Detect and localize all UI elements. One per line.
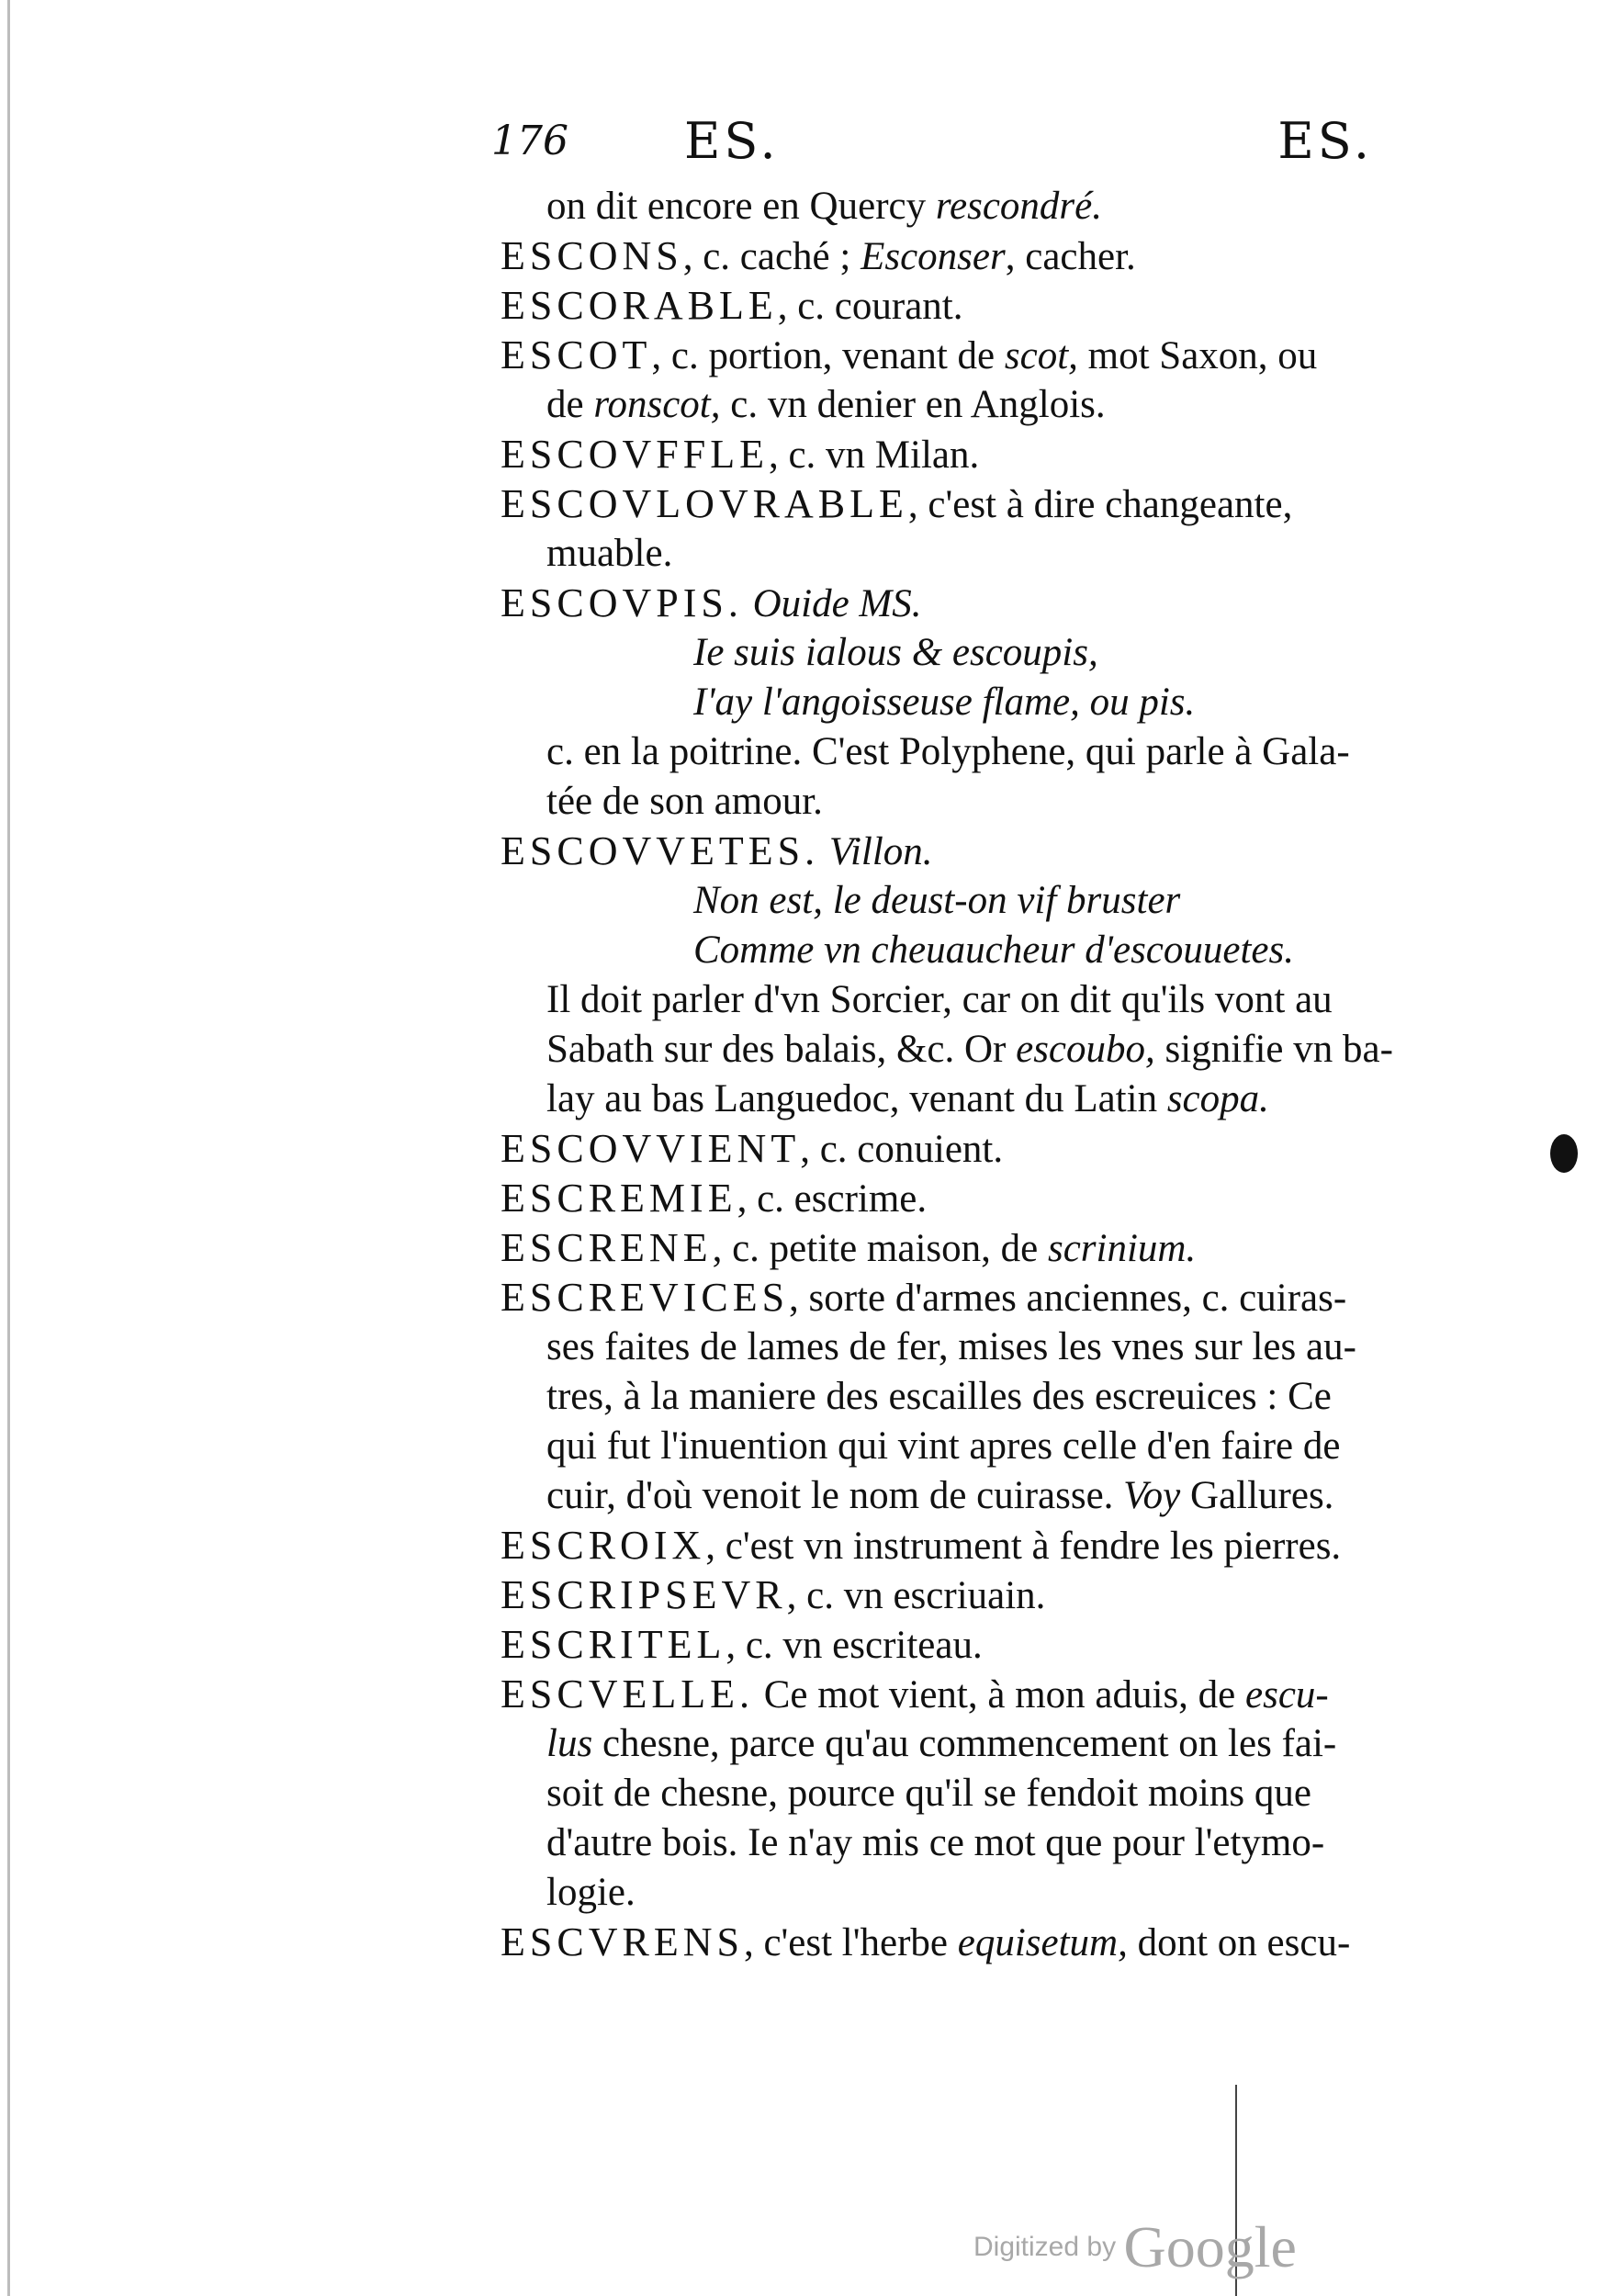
- text-segment: Il doit parler d'vn Sorcier, car on dit qu'ils vont au: [546, 978, 1333, 1021]
- entry-line: [491, 579, 1520, 628]
- headword: ESCOT: [501, 332, 652, 377]
- italic-text: equisetum,: [957, 1921, 1128, 1964]
- italic-text: Esconser: [861, 235, 1006, 278]
- page-header: [491, 112, 1373, 176]
- headword: ESCVRENS: [501, 1919, 744, 1964]
- text-segment: Ce mot vient, à mon aduis, de: [753, 1673, 1246, 1716]
- italic-text: scrinium.: [1047, 1227, 1197, 1270]
- text-segment: , c'est l'herbe: [743, 1921, 958, 1964]
- italic-text: ronscot,: [593, 383, 721, 426]
- ink-blot: [1550, 1134, 1578, 1173]
- text-line: [491, 1372, 1520, 1422]
- text-line: [491, 1471, 1520, 1521]
- text-segment: , c'est à dire changeante,: [907, 483, 1293, 526]
- digitized-by-label: Digitized by: [973, 2232, 1117, 2262]
- text-segment: de: [546, 383, 594, 426]
- text-line: [491, 1075, 1520, 1124]
- text-segment: Gallures.: [1180, 1474, 1334, 1517]
- headword: ESCONS: [501, 233, 683, 278]
- text-segment: , c. escrime.: [737, 1177, 928, 1221]
- digitized-watermark: [973, 2213, 1297, 2281]
- headword: ESCROIX: [501, 1523, 706, 1568]
- text-segment: , c. conuient.: [800, 1128, 1004, 1171]
- italic-text: Villon.: [828, 830, 933, 873]
- entry-line: [491, 1570, 1520, 1620]
- quote-line: [491, 926, 1520, 975]
- headword: ESCRENE: [501, 1225, 713, 1270]
- entry-line: [491, 1670, 1520, 1719]
- text-segment: Non est, le deust-on vif bruster: [693, 879, 1181, 922]
- text-segment: on dit encore en Quercy: [546, 185, 936, 228]
- entry-line: [491, 231, 1520, 281]
- headword: ESCREMIE: [501, 1176, 737, 1221]
- headword: ESCOVVIENT: [501, 1126, 801, 1171]
- text-line: [491, 975, 1520, 1025]
- text-segment: Sabath sur des balais, &c. Or: [546, 1028, 1017, 1071]
- text-line: [491, 1322, 1520, 1372]
- text-segment: , c'est vn instrument à fendre les pierres.: [705, 1525, 1342, 1568]
- text-line: [491, 529, 1520, 579]
- entry-line: [491, 1273, 1520, 1322]
- entry-line: [491, 1620, 1520, 1670]
- text-segment: Ie suis ialous & escoupis,: [693, 631, 1098, 674]
- entry-line: [491, 1521, 1520, 1570]
- headword: ESCRIPSEVR: [501, 1572, 787, 1617]
- headword: ESCORABLE: [501, 283, 778, 328]
- entry-line: [491, 1223, 1520, 1273]
- text-segment: Comme vn cheuaucheur d'escouuetes.: [693, 929, 1294, 972]
- dictionary-entries: [491, 182, 1520, 1967]
- text-line: [491, 777, 1520, 827]
- text-segment: logie.: [546, 1871, 636, 1914]
- google-logo: Google: [1123, 2214, 1297, 2279]
- text-line: [491, 727, 1520, 777]
- text-segment: chesne, parce qu'au commencement on les fai-: [592, 1722, 1337, 1765]
- text-segment: , c. vn escriuain.: [786, 1574, 1046, 1617]
- text-segment: dont on escu-: [1127, 1921, 1351, 1964]
- italic-text: scot,: [1004, 334, 1078, 377]
- text-segment: ses faites de lames de fer, mises les vnes sur les au-: [546, 1325, 1356, 1368]
- entry-line: [491, 1918, 1520, 1967]
- text-line: [491, 1868, 1520, 1918]
- text-segment: , c. portion, venant de: [651, 334, 1005, 377]
- italic-text: escu-: [1245, 1673, 1329, 1716]
- text-segment: cuir, d'où venoit le nom de cuirasse.: [546, 1474, 1124, 1517]
- quote-line: [491, 628, 1520, 678]
- text-line: [491, 1422, 1520, 1471]
- text-segment: tres, à la maniere des escailles des escreuices : Ce: [546, 1375, 1332, 1418]
- headword: ESCREVICES: [501, 1275, 790, 1320]
- text-line: [491, 1719, 1520, 1769]
- headword: ESCRITEL: [501, 1622, 726, 1667]
- text-line: [491, 1818, 1520, 1868]
- entry-line: [491, 331, 1520, 380]
- text-segment: soit de chesne, pource qu'il se fendoit moins que: [546, 1772, 1311, 1815]
- headword: ESCOVPIS.: [501, 580, 743, 625]
- text-segment: lay au bas Languedoc, venant du Latin: [546, 1077, 1167, 1120]
- text-segment: , c. caché ;: [682, 235, 861, 278]
- text-line: [491, 1025, 1520, 1075]
- quote-line: [491, 678, 1520, 727]
- italic-text: rescondré.: [935, 185, 1102, 228]
- running-head-right: ES.: [1277, 112, 1373, 170]
- text-segment: muable.: [546, 532, 673, 575]
- italic-text: escoubo,: [1016, 1028, 1155, 1071]
- headword: ESCOVVETES.: [501, 828, 820, 873]
- quote-line: [491, 876, 1520, 926]
- text-segment: , cacher.: [1005, 235, 1136, 278]
- italic-text: scopa.: [1166, 1077, 1269, 1120]
- text-segment: c. vn denier en Anglois.: [720, 383, 1106, 426]
- entry-line: [491, 281, 1520, 331]
- text-segment: , c. courant.: [777, 285, 963, 328]
- entry-line: [491, 479, 1520, 529]
- text-segment: , c. petite maison, de: [712, 1227, 1048, 1270]
- text-line: [491, 1769, 1520, 1818]
- text-segment: tée de son amour.: [546, 780, 823, 823]
- headword: ESCOVLOVRABLE: [501, 481, 908, 526]
- text-segment: , sorte d'armes anciennes, c. cuiras-: [789, 1277, 1347, 1320]
- text-segment: , c. vn escriteau.: [726, 1624, 983, 1667]
- italic-text: lus: [546, 1722, 593, 1765]
- text-segment: [819, 830, 829, 873]
- entry-line: [491, 1124, 1520, 1174]
- running-head-left: ES.: [684, 112, 780, 170]
- headword: ESCVELLE.: [501, 1671, 754, 1716]
- entry-line: [491, 827, 1520, 876]
- entry-line: [491, 1174, 1520, 1223]
- headword: ESCOVFFLE: [501, 432, 769, 477]
- text-segment: mot Saxon, ou: [1077, 334, 1318, 377]
- scan-edge: [7, 0, 10, 2296]
- text-segment: c. en la poitrine. C'est Polyphene, qui parle à Gala-: [546, 730, 1350, 773]
- page-number: 176: [491, 118, 568, 164]
- text-line: [491, 380, 1520, 430]
- text-segment: I'ay l'angoisseuse flame, ou pis.: [693, 681, 1196, 724]
- text-segment: , c. vn Milan.: [768, 433, 980, 477]
- text-segment: signifie vn ba-: [1154, 1028, 1393, 1071]
- entry-line: [491, 430, 1520, 479]
- text-segment: d'autre bois. Ie n'ay mis ce mot que pour l'etymo-: [546, 1821, 1325, 1864]
- italic-text: Voy: [1123, 1474, 1181, 1517]
- text-segment: [743, 582, 753, 625]
- text-segment: qui fut l'inuention qui vint apres celle d'en faire de: [546, 1424, 1341, 1468]
- italic-text: Ouide MS.: [752, 582, 922, 625]
- text-line: [491, 182, 1520, 231]
